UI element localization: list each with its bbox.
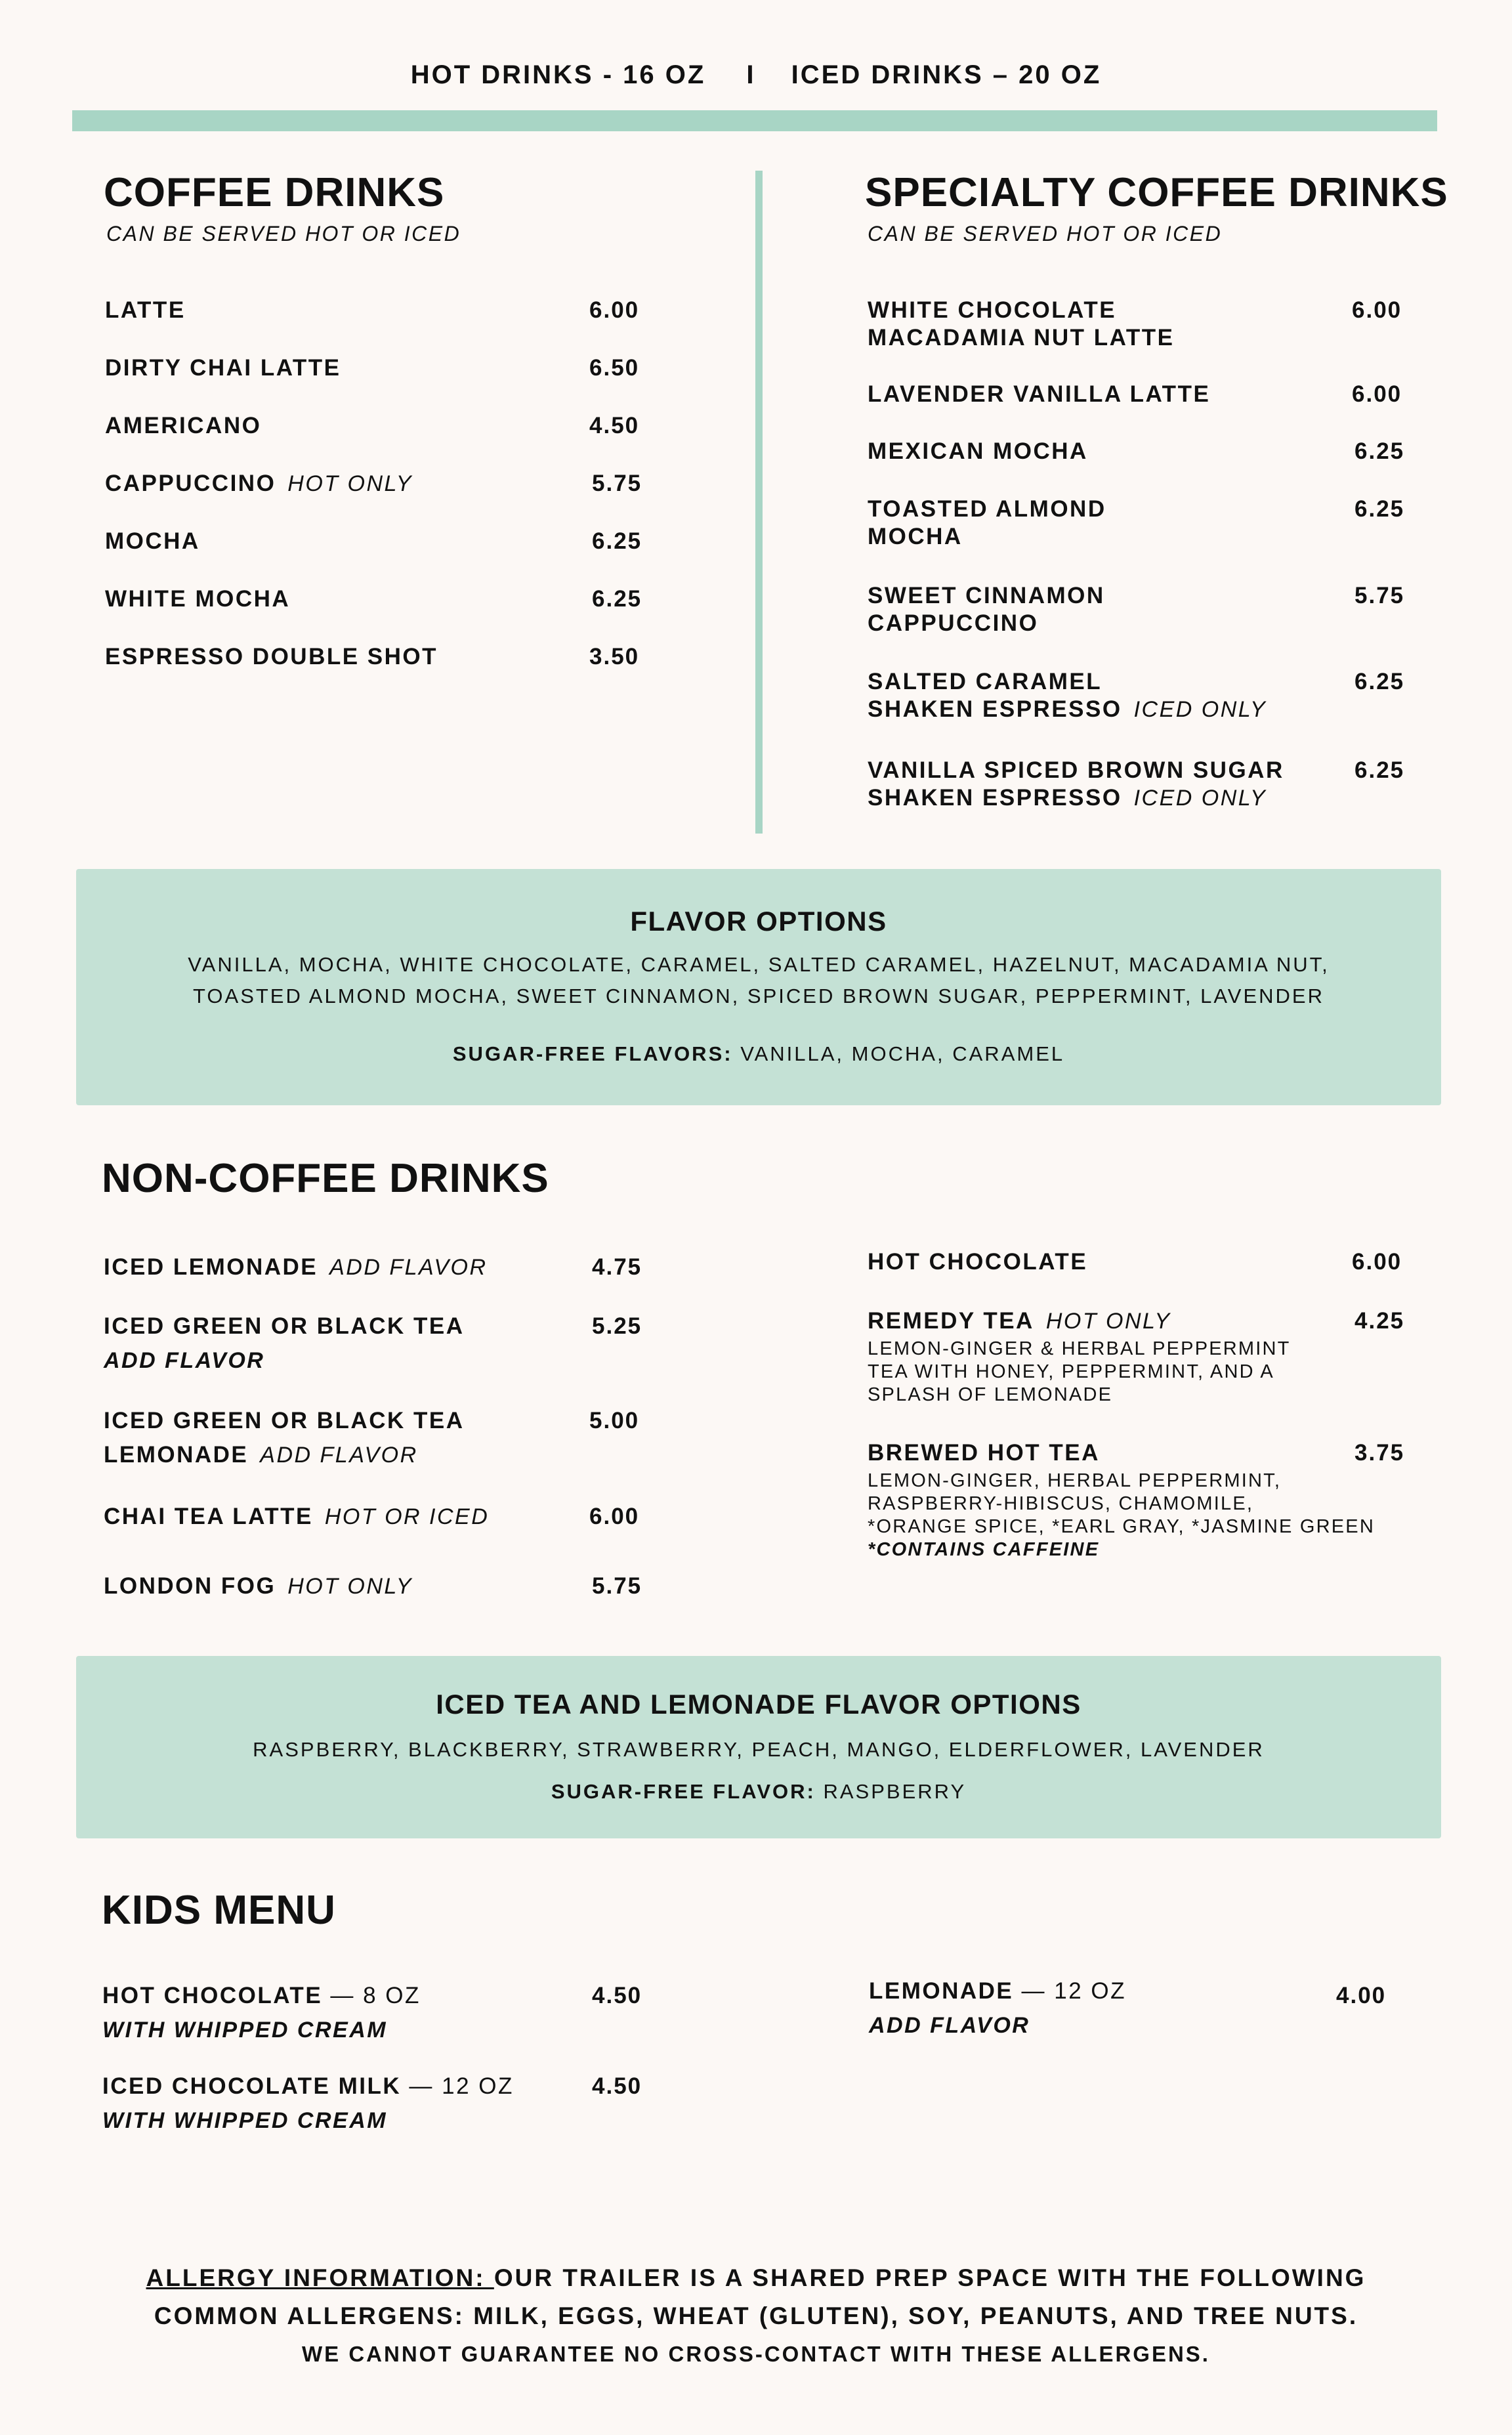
item-name: CHAI TEA LATTE (104, 1504, 313, 1529)
tea-flavor-title: ICED TEA AND LEMONADE FLAVOR OPTIONS (436, 1689, 1082, 1720)
sugar-free-values: VANILLA, MOCHA, CARAMEL (732, 1042, 1065, 1065)
description-line: RASPBERRY-HIBISCUS, CHAMOMILE, (868, 1493, 1254, 1514)
item-note: ICED ONLY (1133, 786, 1267, 811)
allergy-label: ALLERGY INFORMATION: (146, 2264, 494, 2291)
item-name: DIRTY CHAI LATTE (105, 355, 341, 381)
item-price: 6.25 (1354, 496, 1405, 522)
hot-size: HOT DRINKS - 16 OZ (410, 60, 706, 89)
item-name: ICED GREEN OR BLACK TEA (104, 1313, 465, 1339)
item-note: WITH WHIPPED CREAM (102, 2018, 388, 2043)
sugar-free-flavors (76, 1042, 1441, 1066)
sugar-free-values: RASPBERRY (815, 1780, 967, 1803)
item-description (868, 1470, 1375, 1561)
menu-item (104, 1254, 488, 1281)
item-price: 6.50 (589, 355, 640, 381)
menu-item (868, 1248, 1087, 1276)
item-name-line1: ICED GREEN OR BLACK TEA (104, 1408, 465, 1433)
item-name: REMEDY TEA (868, 1308, 1034, 1334)
allergy-info (0, 2259, 1512, 2373)
description-line: LEMON-GINGER & HERBAL PEPPERMINT (868, 1338, 1291, 1359)
description-line: SPLASH OF LEMONADE (868, 1384, 1113, 1405)
item-name: HOT CHOCOLATE (102, 1983, 323, 2008)
item-price: 5.75 (1354, 583, 1405, 608)
allergy-line1: OUR TRAILER IS A SHARED PREP SPACE WITH THE FOLLOWING (494, 2264, 1366, 2291)
menu-item (105, 297, 186, 324)
allergy-line2: COMMON ALLERGENS: MILK, EGGS, WHEAT (GLUTEN), SOY, PEANUTS, AND TREE NUTS. (154, 2302, 1358, 2329)
menu-item (868, 582, 1105, 637)
non-coffee-title: NON-COFFEE DRINKS (102, 1156, 549, 1201)
item-name: ESPRESSO DOUBLE SHOT (105, 644, 438, 669)
tea-sugar-free (76, 1780, 1441, 1804)
item-note: HOT ONLY (1045, 1309, 1171, 1334)
item-name-line2: MACADAMIA NUT LATTE (868, 325, 1175, 350)
item-size: — 8 OZ (322, 1983, 421, 2008)
item-name: LEMONADE (869, 1978, 1014, 2004)
item-name-line1: WHITE CHOCOLATE (868, 297, 1117, 323)
item-note: HOT ONLY (287, 471, 413, 496)
item-price: 6.25 (1354, 669, 1405, 694)
menu-item (105, 643, 438, 671)
coffee-drinks-title: COFFEE DRINKS (104, 170, 445, 215)
tea-flavor-options-box (76, 1656, 1441, 1838)
header-rule (72, 110, 1437, 131)
item-name-line1: TOASTED ALMOND (868, 496, 1106, 522)
item-note: ADD FLAVOR (260, 1443, 418, 1468)
item-price: 5.00 (589, 1408, 640, 1433)
item-name: HOT CHOCOLATE (868, 1249, 1088, 1275)
flavor-options-box (76, 869, 1441, 1105)
item-note: HOT OR ICED (324, 1504, 490, 1529)
item-price: 4.00 (1336, 1983, 1387, 2008)
allergy-line3: WE CANNOT GUARANTEE NO CROSS-CONTACT WITH THESE ALLERGENS. (302, 2342, 1210, 2366)
item-name: WHITE MOCHA (105, 586, 291, 612)
flavor-options-title: FLAVOR OPTIONS (630, 906, 887, 937)
description-line: *ORANGE SPICE, *EARL GRAY, *JASMINE GREEN (868, 1516, 1375, 1537)
menu-item (868, 668, 1267, 723)
description-line: LEMON-GINGER, HERBAL PEPPERMINT, (868, 1470, 1282, 1491)
item-name: AMERICANO (105, 413, 262, 438)
item-price: 5.75 (592, 1573, 642, 1599)
menu-item (868, 1307, 1171, 1335)
menu-item (868, 496, 1106, 551)
menu-item (102, 1982, 421, 2044)
menu-item (868, 1439, 1100, 1467)
menu-item (105, 354, 341, 382)
menu-item (104, 1313, 464, 1374)
menu-item (105, 585, 290, 613)
sugar-free-label: SUGAR-FREE FLAVORS: (452, 1042, 733, 1065)
item-size: — 12 OZ (1013, 1978, 1126, 2004)
item-name-line1: MEXICAN MOCHA (868, 438, 1088, 464)
item-note: ADD FLAVOR (869, 2013, 1030, 2038)
item-description (868, 1338, 1291, 1407)
header-separator: I (746, 60, 756, 89)
coffee-drinks-subtitle: CAN BE SERVED HOT OR ICED (106, 222, 461, 245)
item-name-line2: CAPPUCCINO (868, 610, 1039, 636)
specialty-coffee-title: SPECIALTY COFFEE DRINKS (865, 170, 1448, 215)
item-name: ICED CHOCOLATE MILK (102, 2073, 402, 2099)
item-size: — 12 OZ (401, 2073, 514, 2099)
item-name-line2: SHAKEN ESPRESSO (868, 696, 1122, 722)
menu-item (105, 412, 261, 440)
item-name: BREWED HOT TEA (868, 1440, 1100, 1466)
flavor-options-line1: VANILLA, MOCHA, WHITE CHOCOLATE, CARAMEL, SALTED CARAMEL, HAZELNUT, MACADAMIA NUT, (188, 953, 1330, 976)
menu-item (104, 1407, 464, 1469)
sugar-free-label: SUGAR-FREE FLAVOR: (551, 1780, 816, 1803)
tea-flavor-list: RASPBERRY, BLACKBERRY, STRAWBERRY, PEACH, MANGO, ELDERFLOWER, LAVENDER (253, 1738, 1265, 1761)
item-name-line1: VANILLA SPICED BROWN SUGAR (868, 757, 1284, 783)
menu-item (868, 381, 1210, 408)
item-price: 4.75 (592, 1254, 642, 1280)
kids-menu-title: KIDS MENU (102, 1888, 336, 1933)
item-price: 3.50 (589, 644, 640, 669)
description-line: TEA WITH HONEY, PEPPERMINT, AND A (868, 1361, 1274, 1382)
item-price: 6.25 (1354, 438, 1405, 464)
menu-item (105, 470, 413, 498)
menu-item (105, 528, 200, 555)
item-price: 4.50 (589, 413, 640, 438)
item-price: 6.00 (589, 1504, 640, 1529)
item-price: 6.25 (592, 528, 642, 554)
item-price: 4.50 (592, 2073, 642, 2099)
item-name: CAPPUCCINO (105, 471, 276, 496)
column-divider (755, 171, 763, 834)
item-price: 3.75 (1354, 1440, 1405, 1466)
caffeine-note: *CONTAINS CAFFEINE (868, 1539, 1100, 1560)
item-price: 6.00 (1352, 1249, 1402, 1275)
menu-item (102, 2073, 514, 2134)
menu-item (868, 297, 1174, 352)
item-name-line2: LEMONADE (104, 1442, 249, 1468)
menu-item (104, 1573, 413, 1600)
item-note: ADD FLAVOR (329, 1255, 488, 1280)
item-price: 5.25 (592, 1313, 642, 1339)
item-name: LATTE (105, 297, 186, 323)
item-price: 6.25 (592, 586, 642, 612)
item-name-line1: SWEET CINNAMON (868, 583, 1105, 608)
item-price: 6.00 (1352, 297, 1402, 323)
item-price: 4.25 (1354, 1308, 1405, 1334)
item-note: ADD FLAVOR (104, 1348, 265, 1373)
item-name: LONDON FOG (104, 1573, 276, 1599)
item-note: HOT ONLY (287, 1574, 413, 1599)
item-price: 5.75 (592, 471, 642, 496)
item-price: 6.00 (589, 297, 640, 323)
item-note: WITH WHIPPED CREAM (102, 2108, 388, 2133)
specialty-coffee-subtitle: CAN BE SERVED HOT OR ICED (868, 222, 1223, 245)
menu-item (868, 438, 1088, 465)
item-name: ICED LEMONADE (104, 1254, 318, 1280)
item-price: 6.25 (1354, 757, 1405, 783)
serving-sizes-header (0, 60, 1512, 90)
item-name-line2: MOCHA (868, 524, 963, 549)
item-name-line2: SHAKEN ESPRESSO (868, 785, 1122, 811)
item-price: 4.50 (592, 1983, 642, 2008)
menu-item (868, 757, 1284, 812)
iced-size: ICED DRINKS – 20 OZ (791, 60, 1102, 89)
flavor-options-line2: TOASTED ALMOND MOCHA, SWEET CINNAMON, SPICED BROWN SUGAR, PEPPERMINT, LAVENDER (193, 985, 1324, 1007)
item-note: ICED ONLY (1133, 697, 1267, 722)
item-price: 6.00 (1352, 381, 1402, 407)
item-name: MOCHA (105, 528, 200, 554)
menu-item (869, 1978, 1126, 2039)
menu-item (104, 1503, 489, 1531)
item-name-line1: LAVENDER VANILLA LATTE (868, 381, 1211, 407)
item-name-line1: SALTED CARAMEL (868, 669, 1102, 694)
